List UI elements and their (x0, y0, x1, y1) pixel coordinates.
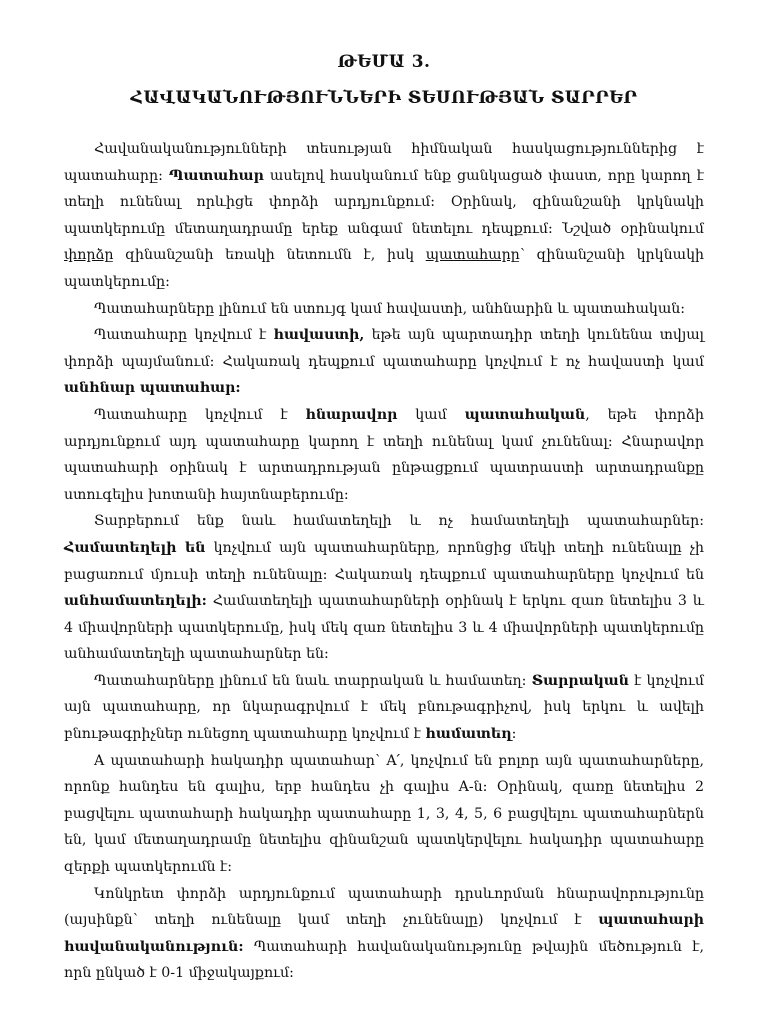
p5-text-a: Տարբերում ենք նաև համատեղելի և ոչ համատեղելի պատահարներ: (94, 513, 704, 530)
term-event: Պատահար (168, 167, 264, 184)
p1-text-c: ասելով հասկանում ենք ցանկացած փաստ, որը կարող է տեղի ունենալ որևիցե փորձի արդյունքում: Օրինակ, զինանշանի կրկնակի պատկերումը մետաղադրամը երեք անգամ նետելու դեպքում: Նշված օրինակում (64, 167, 705, 237)
p6-text-c: է կոչվում այն պատահարը, որ նկարագրվում է մեկ բնութագրիչով, իսկ երկու և ավելի բնութագրիչներ ունեցող պատահարը կոչվում է (64, 672, 704, 743)
term-compatible: Համատեղելի են (64, 539, 206, 556)
p8-text-c: Պատահարի հավանականությունը թվային մեծություն է, որն ընկած է 0-1 միջակայքում: (64, 938, 704, 982)
term-possible: հնարավոր (305, 406, 398, 423)
paragraph-7: A պատահարի հակադիր պատահար՝ A՛, կոչվում են բոլոր այն պատահարները, որոնք հանդես են գալիս, երբ հանդես չի գալիս A-ն: Օրինակ, զառը նետելիս 2 բացվելու պատահարի հակադիր պատահարը 1, 3, 4, 5, 6 բացվելու պատահարներն են, կամ մետաղադրամը նետելիս զինանշան պատկերվելու հակադիր պատահարը զերքի պատկերումն է: (64, 752, 704, 876)
term-incompatible: անհամատեղելի: (64, 593, 207, 610)
p1-text-g: ՝ զինանշանի կրկնակի պատկերումը: (64, 247, 704, 290)
term-compound: համատեղ (425, 726, 512, 743)
p5-text-c: կոչվում այն պատահարները, որոնցից մեկի տեղի ունենալը չի բացառում մյուսի տեղի ունենալը: Հակառակ դեպքում պատահարները կոչվում են (64, 539, 704, 583)
paragraph-3 (64, 322, 704, 402)
underlined-experiment: փորձը (64, 247, 114, 264)
p4-text-a: Պատահարը կոչվում է (94, 406, 306, 423)
paragraph-8 (64, 881, 704, 987)
p4-text-c: կամ (397, 406, 465, 423)
p5-text-e: Համատեղելի պատահարների օրինակ է երկու զառ նետելիս 3 և 4 միավորների պատկերումը, իսկ մեկ զառ նետելիս 3 և 4 միավորների պատկերումը անհամատեղելի պատահարներ են: (64, 593, 704, 663)
term-elementary: Տարրական (531, 672, 629, 689)
p8-text-a: Կոնկրետ փորձի արդյունքում պատահարի դրսևորման հնարավորությունը (այսինքն՝ տեղի ունենալը կամ տեղի չունենալը) կոչվում է (64, 885, 704, 929)
paragraph-1 (64, 136, 704, 296)
p6-text-a: Պատահարները լինում են նաև տարրական և համատեղ: (94, 672, 532, 689)
p3-text-a: Պատահարը կոչվում է (94, 327, 274, 344)
term-probability: պատահարի հավանականություն: (64, 912, 704, 955)
p3-text-c: եթե այն պարտադիր տեղի կունենա տվյալ փորձի պայմանում: Հակառակ դեպքում պատահարը կոչվում է ոչ հավաստի կամ (64, 327, 705, 370)
p6-text-e: : (511, 726, 517, 743)
paragraph-5 (64, 508, 704, 668)
p1-text-e: զինանշանի եռակի նետումն է, իսկ (113, 247, 426, 264)
page-title: ԹԵՄԱ 3. (337, 52, 431, 72)
paragraph-4 (64, 402, 704, 508)
term-impossible: անհնար պատահար: (64, 380, 241, 397)
term-random: պատահական (464, 406, 586, 423)
page-subtitle: ՀԱՎԱԿԱՆՈՒԹՅՈՒՆՆԵՐԻ ՏԵՍՈՒԹՅԱՆ ՏԱՐՐԵՐ (130, 88, 638, 108)
p1-text-a: Հավանականությունների տեսության հիմնական հասկացություններից է պատահարը: (64, 141, 704, 184)
p4-text-e: , եթե փորձի արդյունքում այդ պատահարը կարող է տեղի ունենալ կամ չունենալ: Հնարավոր պատահարի օրինակ է արտադրության ընթացքում պատրաստի արտադրանքը ստուգելիս խոտանի հայտնաբերումը: (64, 406, 705, 503)
document-body (64, 136, 704, 987)
underlined-event: պատահարը (425, 247, 520, 264)
paragraph-6 (64, 668, 704, 748)
term-certain: հավաստի, (273, 327, 365, 344)
paragraph-2: Պատահարները լինում են ստույգ կամ հավաստի, անհնարին և պատահական: (94, 300, 686, 317)
